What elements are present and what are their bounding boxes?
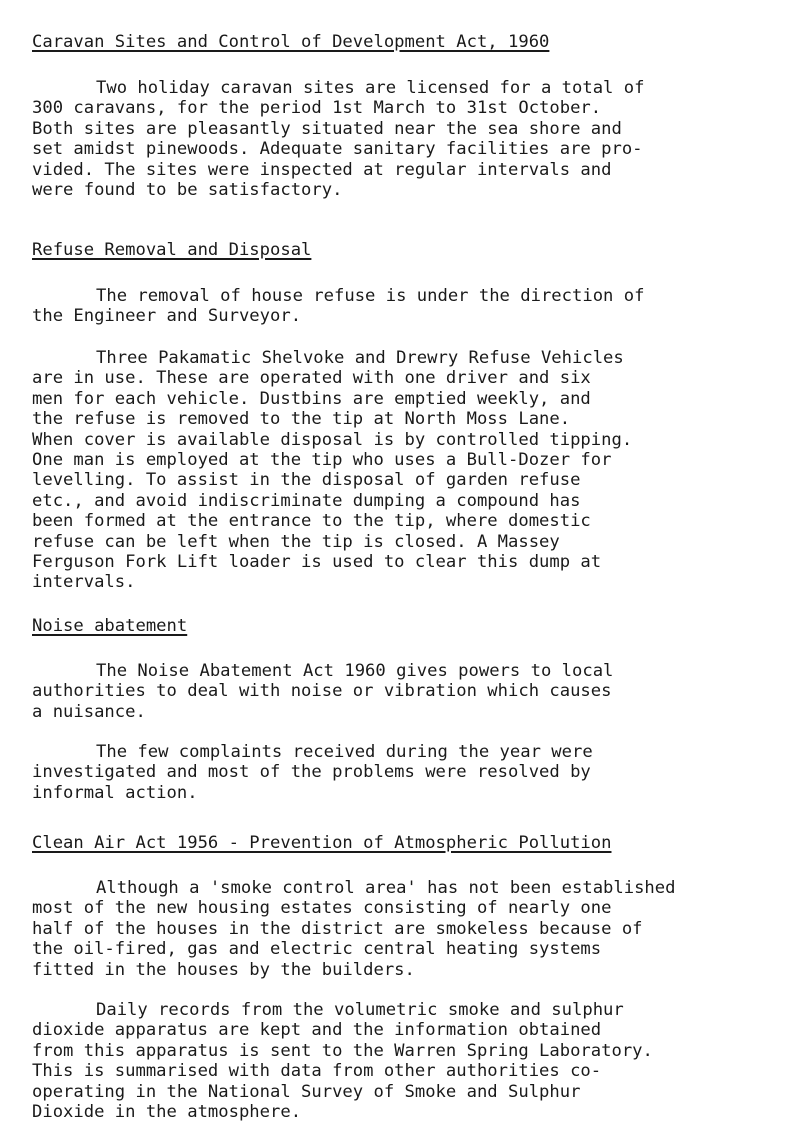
paragraph-noise-act: The Noise Abatement Act 1960 gives powers to local authorities to deal with noise or vibration which causes a nuisance. — [32, 661, 614, 722]
paragraph-refuse-vehicles: Three Pakamatic Shelvoke and Drewry Refuse Vehicles are in use. These are operated with one driver and six men for each vehicle. Dustbins are emptied weekly, and the refuse is removed to the tip at North Moss Lane. When cover is available disposal is by controlled tipping. One man is employed at the tip who uses a Bull-Dozer for levelling. To assist in the disposal of garden refuse etc., and avoid indiscriminate dumping a compound has been formed at the entrance to the tip, where domestic refuse can be left when the tip is closed. A Massey Ferguson Fork Lift loader is used to clear this dump at intervals. — [32, 348, 633, 593]
paragraph-refuse-direction: The removal of house refuse is under the direction of the Engineer and Surveyor. — [32, 286, 645, 327]
heading-clean-air-act: Clean Air Act 1956 - Prevention of Atmospheric Pollution — [32, 833, 612, 853]
paragraph-noise-complaints: The few complaints received during the year were investigated and most of the problems were resolved by informal action. — [32, 742, 593, 803]
paragraph-caravan-sites: Two holiday caravan sites are licensed for a total of 300 caravans, for the period 1st March to 31st October. Both sites are pleasantly situated near the sea shore and set amidst pinewoods. Adequate sanitary facilities are pro- vided. The sites were inspected at regular intervals and were found to be satisfactory. — [32, 78, 645, 201]
paragraph-daily-records: Daily records from the volumetric smoke and sulphur dioxide apparatus are kept and the information obtained from this apparatus is sent to the Warren Spring Laboratory. This is summarised with data from other authorities co- operating in the National Survey of Smoke and Sulphur Dioxide in the atmosphere. — [32, 1000, 653, 1122]
heading-caravan-sites: Caravan Sites and Control of Development Act, 1960 — [32, 32, 550, 52]
heading-noise-abatement: Noise abatement — [32, 616, 188, 636]
paragraph-smoke-control: Although a 'smoke control area' has not been established most of the new housing estates consisting of nearly one half of the houses in the district are smokeless because of the oil-fired, gas and electric central heating systems fitted in the houses by the builders. — [32, 878, 676, 980]
heading-refuse-removal: Refuse Removal and Disposal — [32, 240, 312, 260]
